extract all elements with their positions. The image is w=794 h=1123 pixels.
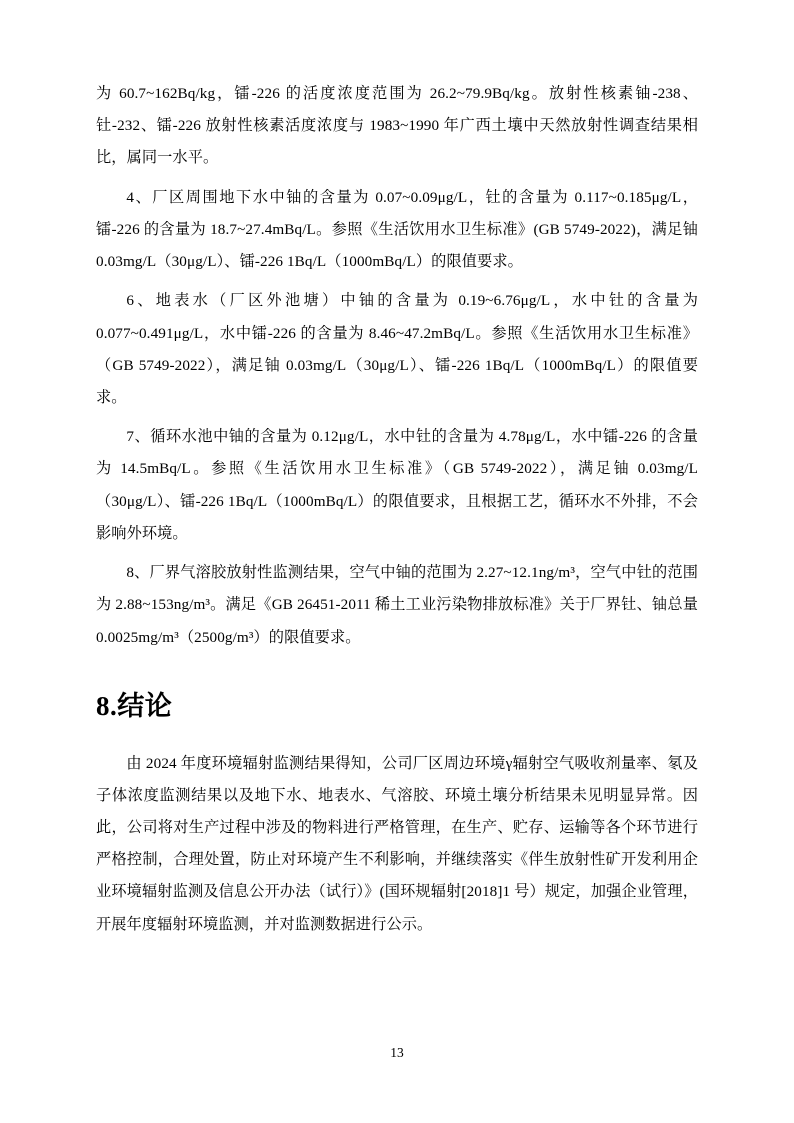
section-heading-conclusion: 8.结论	[96, 690, 173, 721]
paragraph-item-8: 8、厂界气溶胶放射性监测结果，空气中铀的范围为 2.27~12.1ng/m³，空气中钍的范围为 2.88~153ng/m³。满足《GB 26451-2011 稀土工业污染物排放标准》关于厂界钍、铀总量 0.0025mg/m³（2500g/m³）的限值要求。	[96, 564, 698, 646]
page-number: 13	[390, 1045, 404, 1060]
paragraph-item-4: 4、厂区周围地下水中铀的含量为 0.07~0.09μg/L，钍的含量为 0.117~0.185μg/L，镭-226 的含量为 18.7~27.4mBq/L。参照《生活饮用水卫生标准》(GB 5749-2022)，满足铀 0.03mg/L（30μg/L）、镭-226 1Bq/L（1000mBq/L）的限值要求。	[96, 188, 698, 271]
paragraph-continued: 为 60.7~162Bq/kg，镭-226 的活度浓度范围为 26.2~79.9Bq/kg。放射性核素铀-238、钍-232、镭-226 放射性核素活度浓度与 1983~1990 年广西土壤中天然放射性调查结果相比，属同一水平。	[96, 85, 698, 167]
paragraph-conclusion-body: 由 2024 年度环境辐射监测结果得知，公司厂区周边环境γ辐射空气吸收剂量率、氡及子体浓度监测结果以及地下水、地表水、气溶胶、环境土壤分析结果未见明显异常。因此，公司将对生产过程中涉及的物料进行严格管理，在生产、贮存、运输等各个环节进行严格控制，合理处置，防止对环境产生不利影响，并继续落实《伴生放射性矿开发利用企业环境辐射监测及信息公开办法（试行）》(国环规辐射[2018]1 号）规定，加强企业管理，开展年度辐射环境监测，并对监测数据进行公示。	[96, 754, 698, 933]
paragraph-item-6: 6、地表水（厂区外池塘）中铀的含量为 0.19~6.76μg/L，水中钍的含量为 0.077~0.491μg/L，水中镭-226 的含量为 8.46~47.2mBq/L。参照《生活饮用水卫生标准》（GB 5749-2022），满足铀 0.03mg/L（30μg/L）、镭-226 1Bq/L（1000mBq/L）的限值要求。	[96, 292, 698, 406]
paragraph-item-7: 7、循环水池中铀的含量为 0.12μg/L，水中钍的含量为 4.78μg/L，水中镭-226 的含量为 14.5mBq/L。参照《生活饮用水卫生标准》（GB 5749-2022），满足铀 0.03mg/L（30μg/L）、镭-226 1Bq/L（1000mBq/L）的限值要求，且根据工艺，循环水不外排，不会影响外环境。	[96, 428, 698, 542]
